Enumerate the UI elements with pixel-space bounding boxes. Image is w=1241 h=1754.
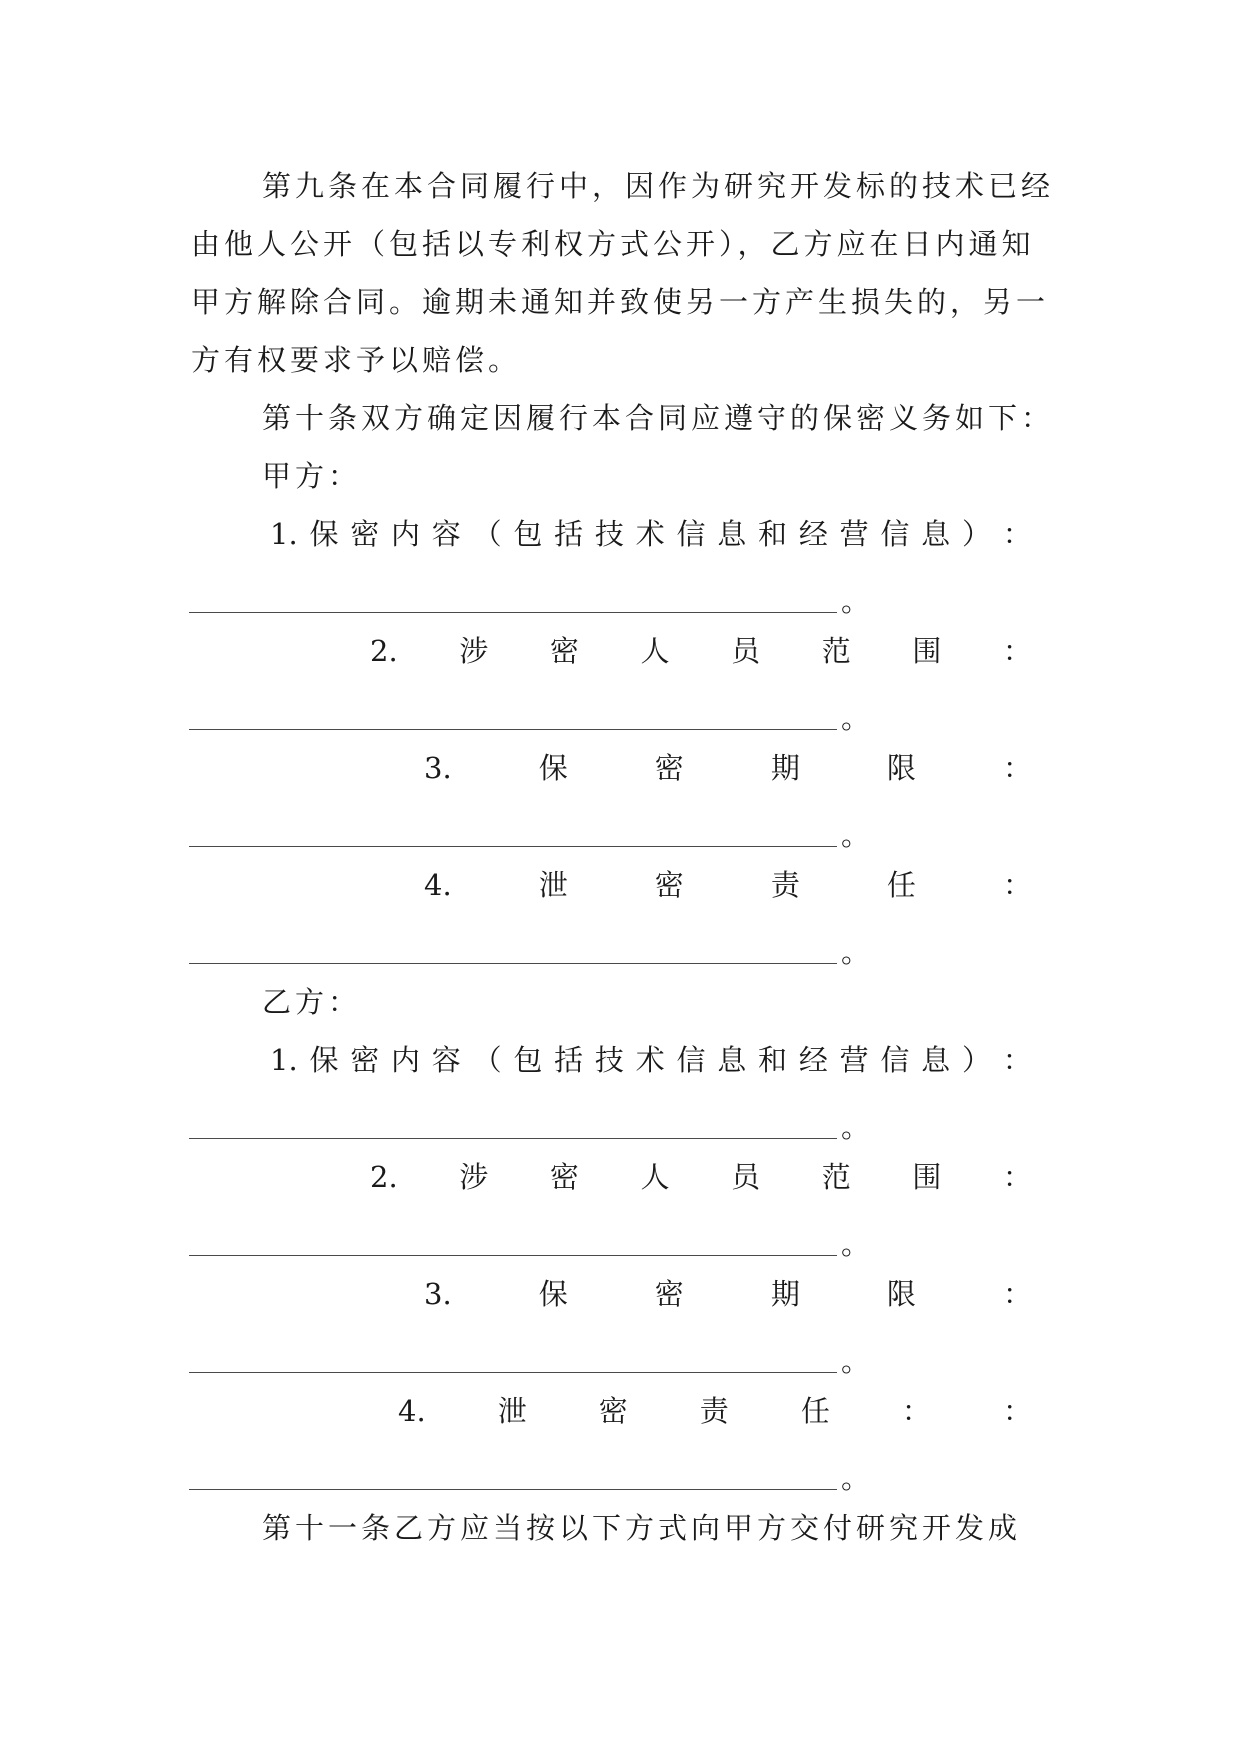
article10-heading: 第十条双方确定因履行本合同应遵守的保密义务如下： bbox=[262, 401, 1055, 435]
article9-line1: 第九条在本合同履行中，因作为研究开发标的技术已经 bbox=[262, 169, 1055, 203]
party-a-blank3: 。 bbox=[189, 815, 870, 855]
fill-in-line bbox=[189, 845, 837, 847]
fill-in-line bbox=[189, 962, 837, 964]
fill-in-line bbox=[189, 1371, 837, 1373]
article9-line4: 方有权要求予以赔偿。 bbox=[191, 343, 522, 377]
party-b-item2: 2. 涉 密 人 员 范 围 ： bbox=[370, 1160, 1032, 1194]
fill-in-line bbox=[189, 1137, 837, 1139]
fill-in-line bbox=[189, 1488, 837, 1490]
fill-in-line bbox=[189, 611, 837, 613]
party-b-item1: 1. 保 密 内 容 （ 包 括 技 术 信 息 和 经 营 信 息 ） ： bbox=[270, 1043, 1032, 1077]
party-b-blank4: 。 bbox=[189, 1458, 870, 1498]
article9-line2: 由他人公开（包括以专利权方式公开），乙方应在日内通知 bbox=[191, 227, 1035, 261]
fill-in-line bbox=[189, 728, 837, 730]
party-a-blank4: 。 bbox=[189, 932, 870, 972]
party-a-blank1: 。 bbox=[189, 581, 870, 621]
party-a-item2: 2. 涉 密 人 员 范 围 ： bbox=[370, 634, 1032, 668]
party-b-blank3: 。 bbox=[189, 1341, 870, 1381]
party-a-item4: 4. 泄 密 责 任 ： bbox=[424, 868, 1032, 902]
party-a-blank2: 。 bbox=[189, 698, 870, 738]
party-a-item3: 3. 保 密 期 限 ： bbox=[424, 751, 1032, 785]
party-b-item3: 3. 保 密 期 限 ： bbox=[424, 1277, 1032, 1311]
party-b-blank1: 。 bbox=[189, 1107, 870, 1147]
article11-line1: 第十一条乙方应当按以下方式向甲方交付研究开发成 bbox=[262, 1511, 1022, 1545]
party-b-item4: 4. 泄 密 责 任 ： ： bbox=[398, 1394, 1032, 1428]
party-b-blank2: 。 bbox=[189, 1224, 870, 1264]
party-a-label: 甲方： bbox=[262, 459, 362, 493]
party-b-label: 乙方： bbox=[262, 985, 362, 1019]
party-a-item1: 1. 保 密 内 容 （ 包 括 技 术 信 息 和 经 营 信 息 ） ： bbox=[270, 517, 1032, 551]
article9-line3: 甲方解除合同。逾期未通知并致使另一方产生损失的，另一 bbox=[191, 285, 1050, 319]
fill-in-line bbox=[189, 1254, 837, 1256]
